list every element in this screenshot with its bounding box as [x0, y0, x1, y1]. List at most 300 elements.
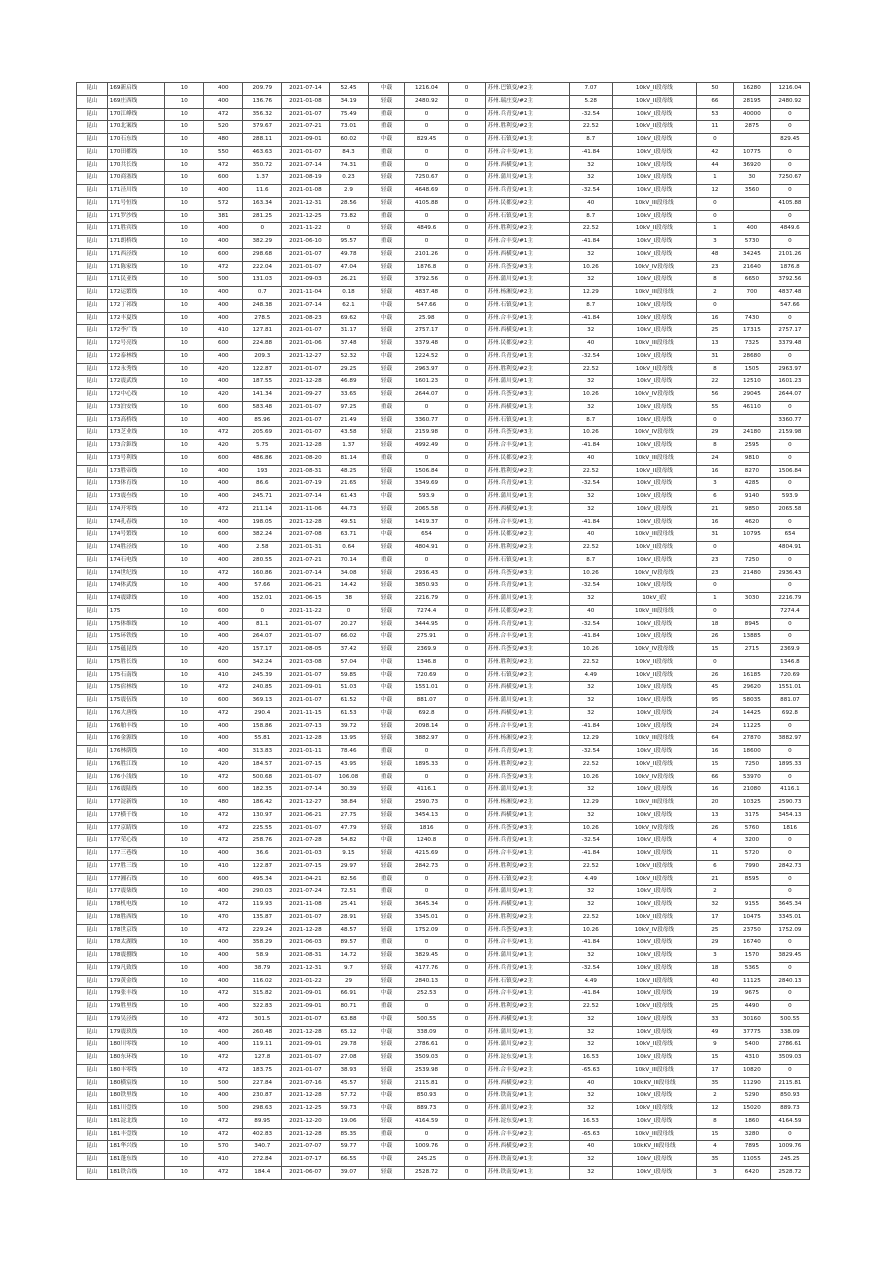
table-cell: 昆山 — [77, 1013, 108, 1026]
table-cell: 382.29 — [243, 236, 282, 249]
table-cell: 9675 — [733, 988, 770, 1001]
table-cell: 轻载 — [368, 618, 405, 631]
table-cell: 240.85 — [243, 682, 282, 695]
table-cell: 8.7 — [569, 210, 612, 223]
table-cell: 32 — [569, 899, 612, 912]
table-cell: -41.84 — [569, 631, 612, 644]
table-cell: 2757.17 — [770, 325, 809, 338]
table-cell: 1601.23 — [405, 376, 448, 389]
table-cell: 重载 — [368, 1001, 405, 1014]
table-row — [77, 899, 810, 912]
table-row — [77, 312, 810, 325]
table-row — [77, 975, 810, 988]
table-cell: 2021-11-04 — [282, 287, 329, 300]
table-cell: 2021-07-14 — [282, 299, 329, 312]
table-cell: 400 — [204, 83, 243, 96]
table-cell: 重载 — [368, 159, 405, 172]
table-cell: 中载 — [368, 299, 405, 312]
table-cell: 3345.01 — [770, 911, 809, 924]
table-cell: 33.65 — [329, 389, 368, 402]
table-cell: 1240.8 — [405, 835, 448, 848]
table-cell: 10 — [165, 1001, 204, 1014]
table-cell: 10 — [165, 835, 204, 848]
table-cell: 2021-07-08 — [282, 529, 329, 542]
table-cell: 轻载 — [368, 516, 405, 529]
table-cell: 苏州.蒲川变/#1主 — [485, 593, 569, 606]
table-cell: 0 — [696, 542, 733, 555]
table-cell: 1505 — [733, 363, 770, 376]
table-cell: 16 — [696, 465, 733, 478]
table-cell: 198.05 — [243, 516, 282, 529]
table-cell: 32 — [569, 682, 612, 695]
table-cell: 10kV_II段母线 — [612, 83, 696, 96]
table-cell: 400 — [204, 618, 243, 631]
table-cell: 2021-01-07 — [282, 822, 329, 835]
table-cell: 2021-07-13 — [282, 720, 329, 733]
table-cell: 35 — [696, 1154, 733, 1167]
table-cell: 1.37 — [329, 440, 368, 453]
table-cell: 0 — [448, 146, 485, 159]
table-cell: 0 — [770, 580, 809, 593]
table-cell: 2021-01-07 — [282, 414, 329, 427]
table-cell: 苏州.西横变/#1主 — [485, 401, 569, 414]
table-cell: 0 — [243, 605, 282, 618]
table-row — [77, 1141, 810, 1154]
table-cell: 0 — [448, 287, 485, 300]
table-cell: 0 — [448, 83, 485, 96]
table-cell: 昆山 — [77, 656, 108, 669]
table-cell: 4177.76 — [405, 962, 448, 975]
table-cell: 24180 — [733, 427, 770, 440]
table-cell: 245.25 — [405, 1154, 448, 1167]
table-cell: 2021-01-07 — [282, 1064, 329, 1077]
table-cell: 22.52 — [569, 465, 612, 478]
table-cell: 410 — [204, 669, 243, 682]
table-cell: 280.55 — [243, 554, 282, 567]
table-cell: 338.09 — [770, 1026, 809, 1039]
table-cell: 70.14 — [329, 554, 368, 567]
table-cell: 2595 — [733, 440, 770, 453]
table-cell: 昆山 — [77, 108, 108, 121]
table-cell: 昆山 — [77, 197, 108, 210]
table-cell: 8 — [696, 1115, 733, 1128]
table-cell: 2021-01-07 — [282, 261, 329, 274]
table-cell: 0 — [448, 873, 485, 886]
table-cell: 10kV_I段母线 — [612, 503, 696, 516]
table-cell: 12 — [696, 1103, 733, 1116]
table-cell: 32 — [569, 886, 612, 899]
table-cell: 4992.49 — [405, 440, 448, 453]
table-cell: 2021-01-07 — [282, 146, 329, 159]
table-cell: 0 — [770, 720, 809, 733]
table-row — [77, 452, 810, 465]
table-cell: 600 — [204, 873, 243, 886]
table-cell: 苏州.蒲川变/#1主 — [485, 950, 569, 963]
table-cell: 16740 — [733, 937, 770, 950]
table-cell: 10kV_II段母线 — [612, 223, 696, 236]
table-cell: 0 — [696, 210, 733, 223]
table-cell: 0 — [448, 797, 485, 810]
table-cell: 225.55 — [243, 822, 282, 835]
table-cell: 30 — [733, 172, 770, 185]
table-cell: 29 — [696, 937, 733, 950]
table-cell: 轻载 — [368, 720, 405, 733]
table-row — [77, 1103, 810, 1116]
table-cell: 0 — [448, 733, 485, 746]
table-cell: 9850 — [733, 503, 770, 516]
table-cell: 420 — [204, 758, 243, 771]
table-cell: 2021-11-22 — [282, 605, 329, 618]
table-cell: 119.93 — [243, 899, 282, 912]
table-cell: 400 — [204, 287, 243, 300]
table-cell: 昆山 — [77, 121, 108, 134]
table-cell: 22.52 — [569, 223, 612, 236]
table-cell: 22.52 — [569, 758, 612, 771]
table-cell: 28680 — [733, 350, 770, 363]
table-cell: 63.71 — [329, 529, 368, 542]
table-cell: 3360.77 — [405, 414, 448, 427]
table-cell: 3175 — [733, 809, 770, 822]
table-cell: 10kV_III段母线 — [612, 1128, 696, 1141]
table-cell: 472 — [204, 567, 243, 580]
table-cell: 4837.48 — [770, 287, 809, 300]
table-cell: 10kV_I段母线 — [612, 848, 696, 861]
table-cell: 175石南线 — [107, 669, 164, 682]
table-cell: 轻载 — [368, 440, 405, 453]
table-cell: 10kV_II段母线 — [612, 975, 696, 988]
table-cell: 43.58 — [329, 427, 368, 440]
table-cell: 轻载 — [368, 758, 405, 771]
table-cell: 苏州.合丰变/#1主 — [485, 937, 569, 950]
table-cell: 5730 — [733, 236, 770, 249]
table-cell: 10325 — [733, 797, 770, 810]
table-cell: 中载 — [368, 1103, 405, 1116]
table-cell: 2021-07-14 — [282, 567, 329, 580]
table-cell: 中载 — [368, 1154, 405, 1167]
table-cell: 379.67 — [243, 121, 282, 134]
table-cell: 181华兴线 — [107, 1141, 164, 1154]
table-cell: 174号繁线 — [107, 529, 164, 542]
table-cell: 224.88 — [243, 338, 282, 351]
table-cell: 48.25 — [329, 465, 368, 478]
table-row — [77, 593, 810, 606]
table-cell: 472 — [204, 1115, 243, 1128]
table-cell: 昆山 — [77, 312, 108, 325]
table-cell: 275.91 — [405, 631, 448, 644]
table-cell: 昆山 — [77, 491, 108, 504]
table-cell: 38 — [329, 593, 368, 606]
table-cell: 5400 — [733, 1039, 770, 1052]
table-cell: 10kV_IV段母线 — [612, 261, 696, 274]
table-cell: 32 — [569, 248, 612, 261]
data-sheet — [76, 82, 810, 1180]
table-cell: 2021-09-27 — [282, 389, 329, 402]
table-cell: 116.02 — [243, 975, 282, 988]
table-cell: 1009.76 — [405, 1141, 448, 1154]
table-cell: 173合鉅线 — [107, 440, 164, 453]
table-cell: 56 — [696, 389, 733, 402]
table-cell: 593.9 — [770, 491, 809, 504]
table-cell: 9140 — [733, 491, 770, 504]
table-cell: 410 — [204, 860, 243, 873]
table-cell: 381 — [204, 210, 243, 223]
table-cell: 重载 — [368, 1128, 405, 1141]
table-cell: 10kV_III段母线 — [612, 797, 696, 810]
table-cell: 10 — [165, 1026, 204, 1039]
table-cell: 0 — [770, 1001, 809, 1014]
table-cell: 58035 — [733, 695, 770, 708]
table-cell: 7895 — [733, 1141, 770, 1154]
table-cell: 2875 — [733, 121, 770, 134]
table-cell: 10 — [165, 873, 204, 886]
table-cell: 0 — [448, 350, 485, 363]
table-cell: 昆山 — [77, 83, 108, 96]
table-cell: 2021-12-27 — [282, 797, 329, 810]
table-cell: 29 — [329, 975, 368, 988]
table-cell: -32.54 — [569, 350, 612, 363]
table-cell: 昆山 — [77, 720, 108, 733]
table-row — [77, 172, 810, 185]
table-cell: 45 — [696, 682, 733, 695]
table-cell: 0 — [405, 746, 448, 759]
table-cell: 2021-06-21 — [282, 580, 329, 593]
table-cell: 245.39 — [243, 669, 282, 682]
table-cell: 0 — [696, 414, 733, 427]
table-cell: 173号利线 — [107, 452, 164, 465]
table-cell: 369.13 — [243, 695, 282, 708]
table-cell: 重载 — [368, 236, 405, 249]
table-cell: 32 — [569, 491, 612, 504]
table-cell: 1419.37 — [405, 516, 448, 529]
table-cell: 苏州.蒲川变/#1主 — [485, 491, 569, 504]
table-cell: 2021-01-07 — [282, 1013, 329, 1026]
table-cell: 10kV_IV段母线 — [612, 389, 696, 402]
table-cell: 32 — [569, 159, 612, 172]
table-cell: 0 — [448, 427, 485, 440]
table-cell: 苏州.石镇变/#1主 — [485, 134, 569, 147]
table-cell: 昆山 — [77, 937, 108, 950]
table-cell: 苏州.西横变/#1主 — [485, 159, 569, 172]
table-cell: 2021-01-07 — [282, 631, 329, 644]
table-cell: 171号恒线 — [107, 197, 164, 210]
table-cell: 472 — [204, 682, 243, 695]
table-cell: 2021-06-21 — [282, 809, 329, 822]
table-cell: 苏州.杨湘变/#2主 — [485, 733, 569, 746]
table-cell: 昆山 — [77, 95, 108, 108]
table-cell: 14.72 — [329, 950, 368, 963]
table-cell: 苏州.合丰变/#1主 — [485, 848, 569, 861]
table-row — [77, 1166, 810, 1179]
table-cell: 229.24 — [243, 924, 282, 937]
table-cell: 2021-12-28 — [282, 376, 329, 389]
table-cell: 轻载 — [368, 274, 405, 287]
table-cell: 179胜里线 — [107, 1001, 164, 1014]
table-cell: 13885 — [733, 631, 770, 644]
table-cell: 500.55 — [405, 1013, 448, 1026]
table-cell: 171朗桥线 — [107, 236, 164, 249]
table-cell: 174胜泾线 — [107, 542, 164, 555]
table-cell: 31 — [696, 529, 733, 542]
table-cell: 547.66 — [405, 299, 448, 312]
table-cell: 95.57 — [329, 236, 368, 249]
table-cell: 10kV_I段母线 — [612, 146, 696, 159]
table-row — [77, 784, 810, 797]
table-cell: 10 — [165, 1115, 204, 1128]
table-cell: 10 — [165, 554, 204, 567]
table-cell: 0 — [448, 899, 485, 912]
table-cell: 16 — [696, 312, 733, 325]
table-cell: 40 — [696, 975, 733, 988]
table-cell: 苏州.铁南变/#1主 — [485, 1166, 569, 1179]
table-cell: 10kV_I段母线 — [612, 554, 696, 567]
table-cell: 170商塞线 — [107, 172, 164, 185]
table-cell: 181蓬东线 — [107, 1154, 164, 1167]
table-cell: 173胜帝线 — [107, 465, 164, 478]
table-cell: 10 — [165, 1103, 204, 1116]
table-cell: 600 — [204, 605, 243, 618]
table-cell: 10 — [165, 975, 204, 988]
table-cell: 2842.73 — [770, 860, 809, 873]
table-cell: 10 — [165, 733, 204, 746]
table-cell: 1 — [696, 593, 733, 606]
table-cell: 2021-11-08 — [282, 899, 329, 912]
table-cell: 23 — [696, 261, 733, 274]
table-cell: 3645.34 — [405, 899, 448, 912]
table-cell: 1216.04 — [770, 83, 809, 96]
table-cell: 0 — [448, 784, 485, 797]
table-row — [77, 1115, 810, 1128]
table-cell: 11.6 — [243, 185, 282, 198]
table-cell: 472 — [204, 809, 243, 822]
table-cell: 10kV_I段母线 — [612, 1115, 696, 1128]
table-cell: 轻载 — [368, 185, 405, 198]
table-cell: 193 — [243, 465, 282, 478]
table-cell: 16185 — [733, 669, 770, 682]
table-cell: 10kV_II段母线 — [612, 860, 696, 873]
table-cell: 轻载 — [368, 1115, 405, 1128]
table-cell: -41.84 — [569, 440, 612, 453]
table-cell: 19 — [696, 988, 733, 1001]
table-cell: 72.51 — [329, 886, 368, 899]
table-cell: 10kV_III段母线 — [612, 605, 696, 618]
table-cell: 22.52 — [569, 911, 612, 924]
table-cell: 0 — [696, 580, 733, 593]
table-cell: 0 — [448, 1128, 485, 1141]
table-cell: 420 — [204, 440, 243, 453]
table-cell: 472 — [204, 503, 243, 516]
table-cell: 4.49 — [569, 669, 612, 682]
table-cell: 0 — [329, 223, 368, 236]
table-cell: 苏州.兵青变/#1主 — [485, 962, 569, 975]
table-cell: 80.71 — [329, 1001, 368, 1014]
table-cell: 10 — [165, 95, 204, 108]
table-cell: 1895.33 — [405, 758, 448, 771]
table-row — [77, 1052, 810, 1065]
table-cell: 66.91 — [329, 988, 368, 1001]
table-cell: 66 — [696, 95, 733, 108]
table-row — [77, 95, 810, 108]
table-cell: 21480 — [733, 567, 770, 580]
table-cell: -41.84 — [569, 720, 612, 733]
table-cell: 3850.93 — [405, 580, 448, 593]
table-cell: 中载 — [368, 669, 405, 682]
table-cell: 29.97 — [329, 860, 368, 873]
table-cell: 昆山 — [77, 593, 108, 606]
table-cell: 10kV_II段母线 — [612, 911, 696, 924]
table-cell: 10kV_I段母线 — [612, 835, 696, 848]
table-cell: 昆山 — [77, 236, 108, 249]
table-cell: 10kV_I段母线 — [612, 988, 696, 1001]
table-cell: 苏州.胜利变/#2主 — [485, 121, 569, 134]
table-cell — [733, 134, 770, 147]
table-cell: 315.82 — [243, 988, 282, 1001]
table-cell: 10 — [165, 185, 204, 198]
table-cell: 2021-09-01 — [282, 134, 329, 147]
table-cell: 轻载 — [368, 261, 405, 274]
table-cell: 10kV_II段母线 — [612, 758, 696, 771]
table-cell: 400 — [204, 733, 243, 746]
table-cell: 34245 — [733, 248, 770, 261]
table-cell: 昆山 — [77, 1128, 108, 1141]
table-cell: -65.63 — [569, 1128, 612, 1141]
table-cell: 288.11 — [243, 134, 282, 147]
table-cell: 205.69 — [243, 427, 282, 440]
table-cell: 0 — [448, 809, 485, 822]
table-cell: 10 — [165, 338, 204, 351]
table-cell: 昆山 — [77, 580, 108, 593]
table-cell: 89.57 — [329, 937, 368, 950]
table-cell: 174世纪线 — [107, 567, 164, 580]
table-cell: 0 — [448, 975, 485, 988]
table-cell: 0 — [448, 682, 485, 695]
table-cell: 昆山 — [77, 860, 108, 873]
table-cell: 苏州.石镇变/#1主 — [485, 299, 569, 312]
table-cell: 0 — [770, 312, 809, 325]
table-cell: 昆山 — [77, 873, 108, 886]
table-cell — [733, 299, 770, 312]
table-cell: 2021-12-28 — [282, 924, 329, 937]
table-cell: 175宿林线 — [107, 682, 164, 695]
table-cell: 2021-09-01 — [282, 1001, 329, 1014]
table-cell: 昆山 — [77, 363, 108, 376]
table-cell: 0 — [448, 746, 485, 759]
table-cell: 10 — [165, 389, 204, 402]
table-cell: 重载 — [368, 746, 405, 759]
table-cell: 73.01 — [329, 121, 368, 134]
table-cell: 0 — [405, 146, 448, 159]
table-cell: 2021-01-31 — [282, 542, 329, 555]
table-cell: 2644.07 — [770, 389, 809, 402]
table-cell: 1860 — [733, 1115, 770, 1128]
table-cell: 135.87 — [243, 911, 282, 924]
table-cell: 211.14 — [243, 503, 282, 516]
table-cell: 2021-12-28 — [282, 733, 329, 746]
table-cell: 209.79 — [243, 83, 282, 96]
table-cell: 昆山 — [77, 146, 108, 159]
table-cell: 57.66 — [243, 580, 282, 593]
table-cell: 8945 — [733, 618, 770, 631]
table-cell — [733, 580, 770, 593]
table-cell: 8270 — [733, 465, 770, 478]
table-cell: 40 — [569, 338, 612, 351]
table-cell: 4648.69 — [405, 185, 448, 198]
table-cell: 0 — [696, 197, 733, 210]
table-cell: 58.9 — [243, 950, 282, 963]
table-cell: 654 — [770, 529, 809, 542]
table-cell: 10 — [165, 440, 204, 453]
table-cell: 苏州.兵青变/#1主 — [485, 108, 569, 121]
table-row — [77, 618, 810, 631]
